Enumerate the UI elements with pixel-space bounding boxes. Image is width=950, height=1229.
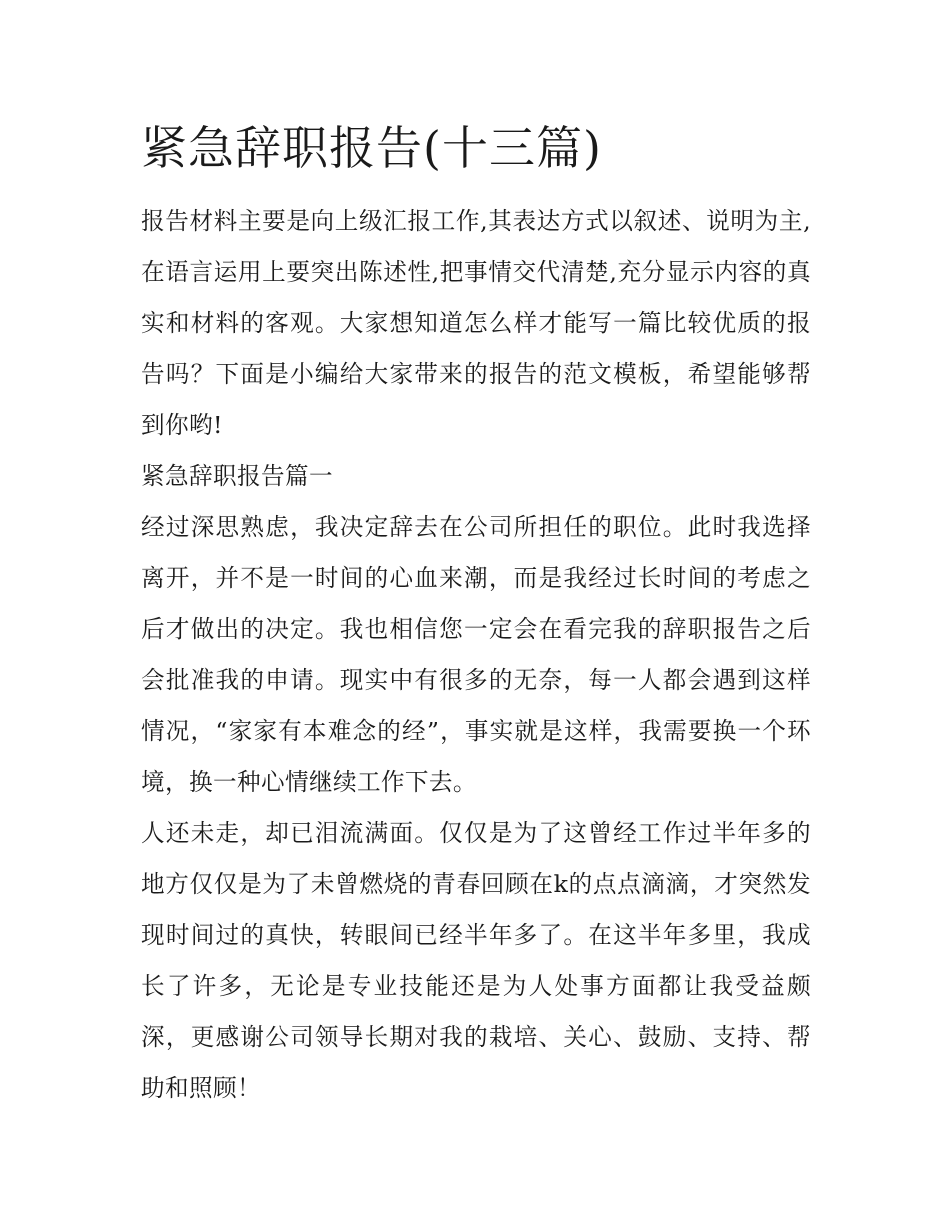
section-heading: 紧急辞职报告篇一 xyxy=(141,462,333,490)
document-body xyxy=(141,112,811,1114)
document-title: 紧急辞职报告(十三篇) xyxy=(141,121,602,175)
body-paragraph-1: 经过深思熟虑，我决定辞去在公司所担任的职位。此时我选择离开，并不是一时间的心血来潮，而是我经过长时间的考虑之后才做出的决定。我也相信您一定会在看完我的辞职报告之后会批准我的申请。现实中有很多的无奈，每一人都会遇到这样情况，“家家有本难念的经”，事实就是这样，我需要换一个环境，换一种心情继续工作下去。 xyxy=(141,513,811,796)
intro-paragraph: 报告材料主要是向上级汇报工作,其表达方式以叙述、说明为主,在语言运用上要突出陈述性,把事情交代清楚,充分显示内容的真实和材料的客观。大家想知道怎么样才能写一篇比较优质的报告吗？下面是小编给大家带来的报告的范文模板，希望能够帮到你哟! xyxy=(141,207,811,439)
body-paragraph-2: 人还未走，却已泪流满面。仅仅是为了这曾经工作过半年多的地方仅仅是为了未曾燃烧的青春回顾在k的点点滴滴，才突然发现时间过的真快，转眼间已经半年多了。在这半年多里，我成长了许多，无论是专业技能还是为人处事方面都让我受益颇深，更感谢公司领导长期对我的栽培、关心、鼓励、支持、帮助和照顾！ xyxy=(141,819,811,1102)
